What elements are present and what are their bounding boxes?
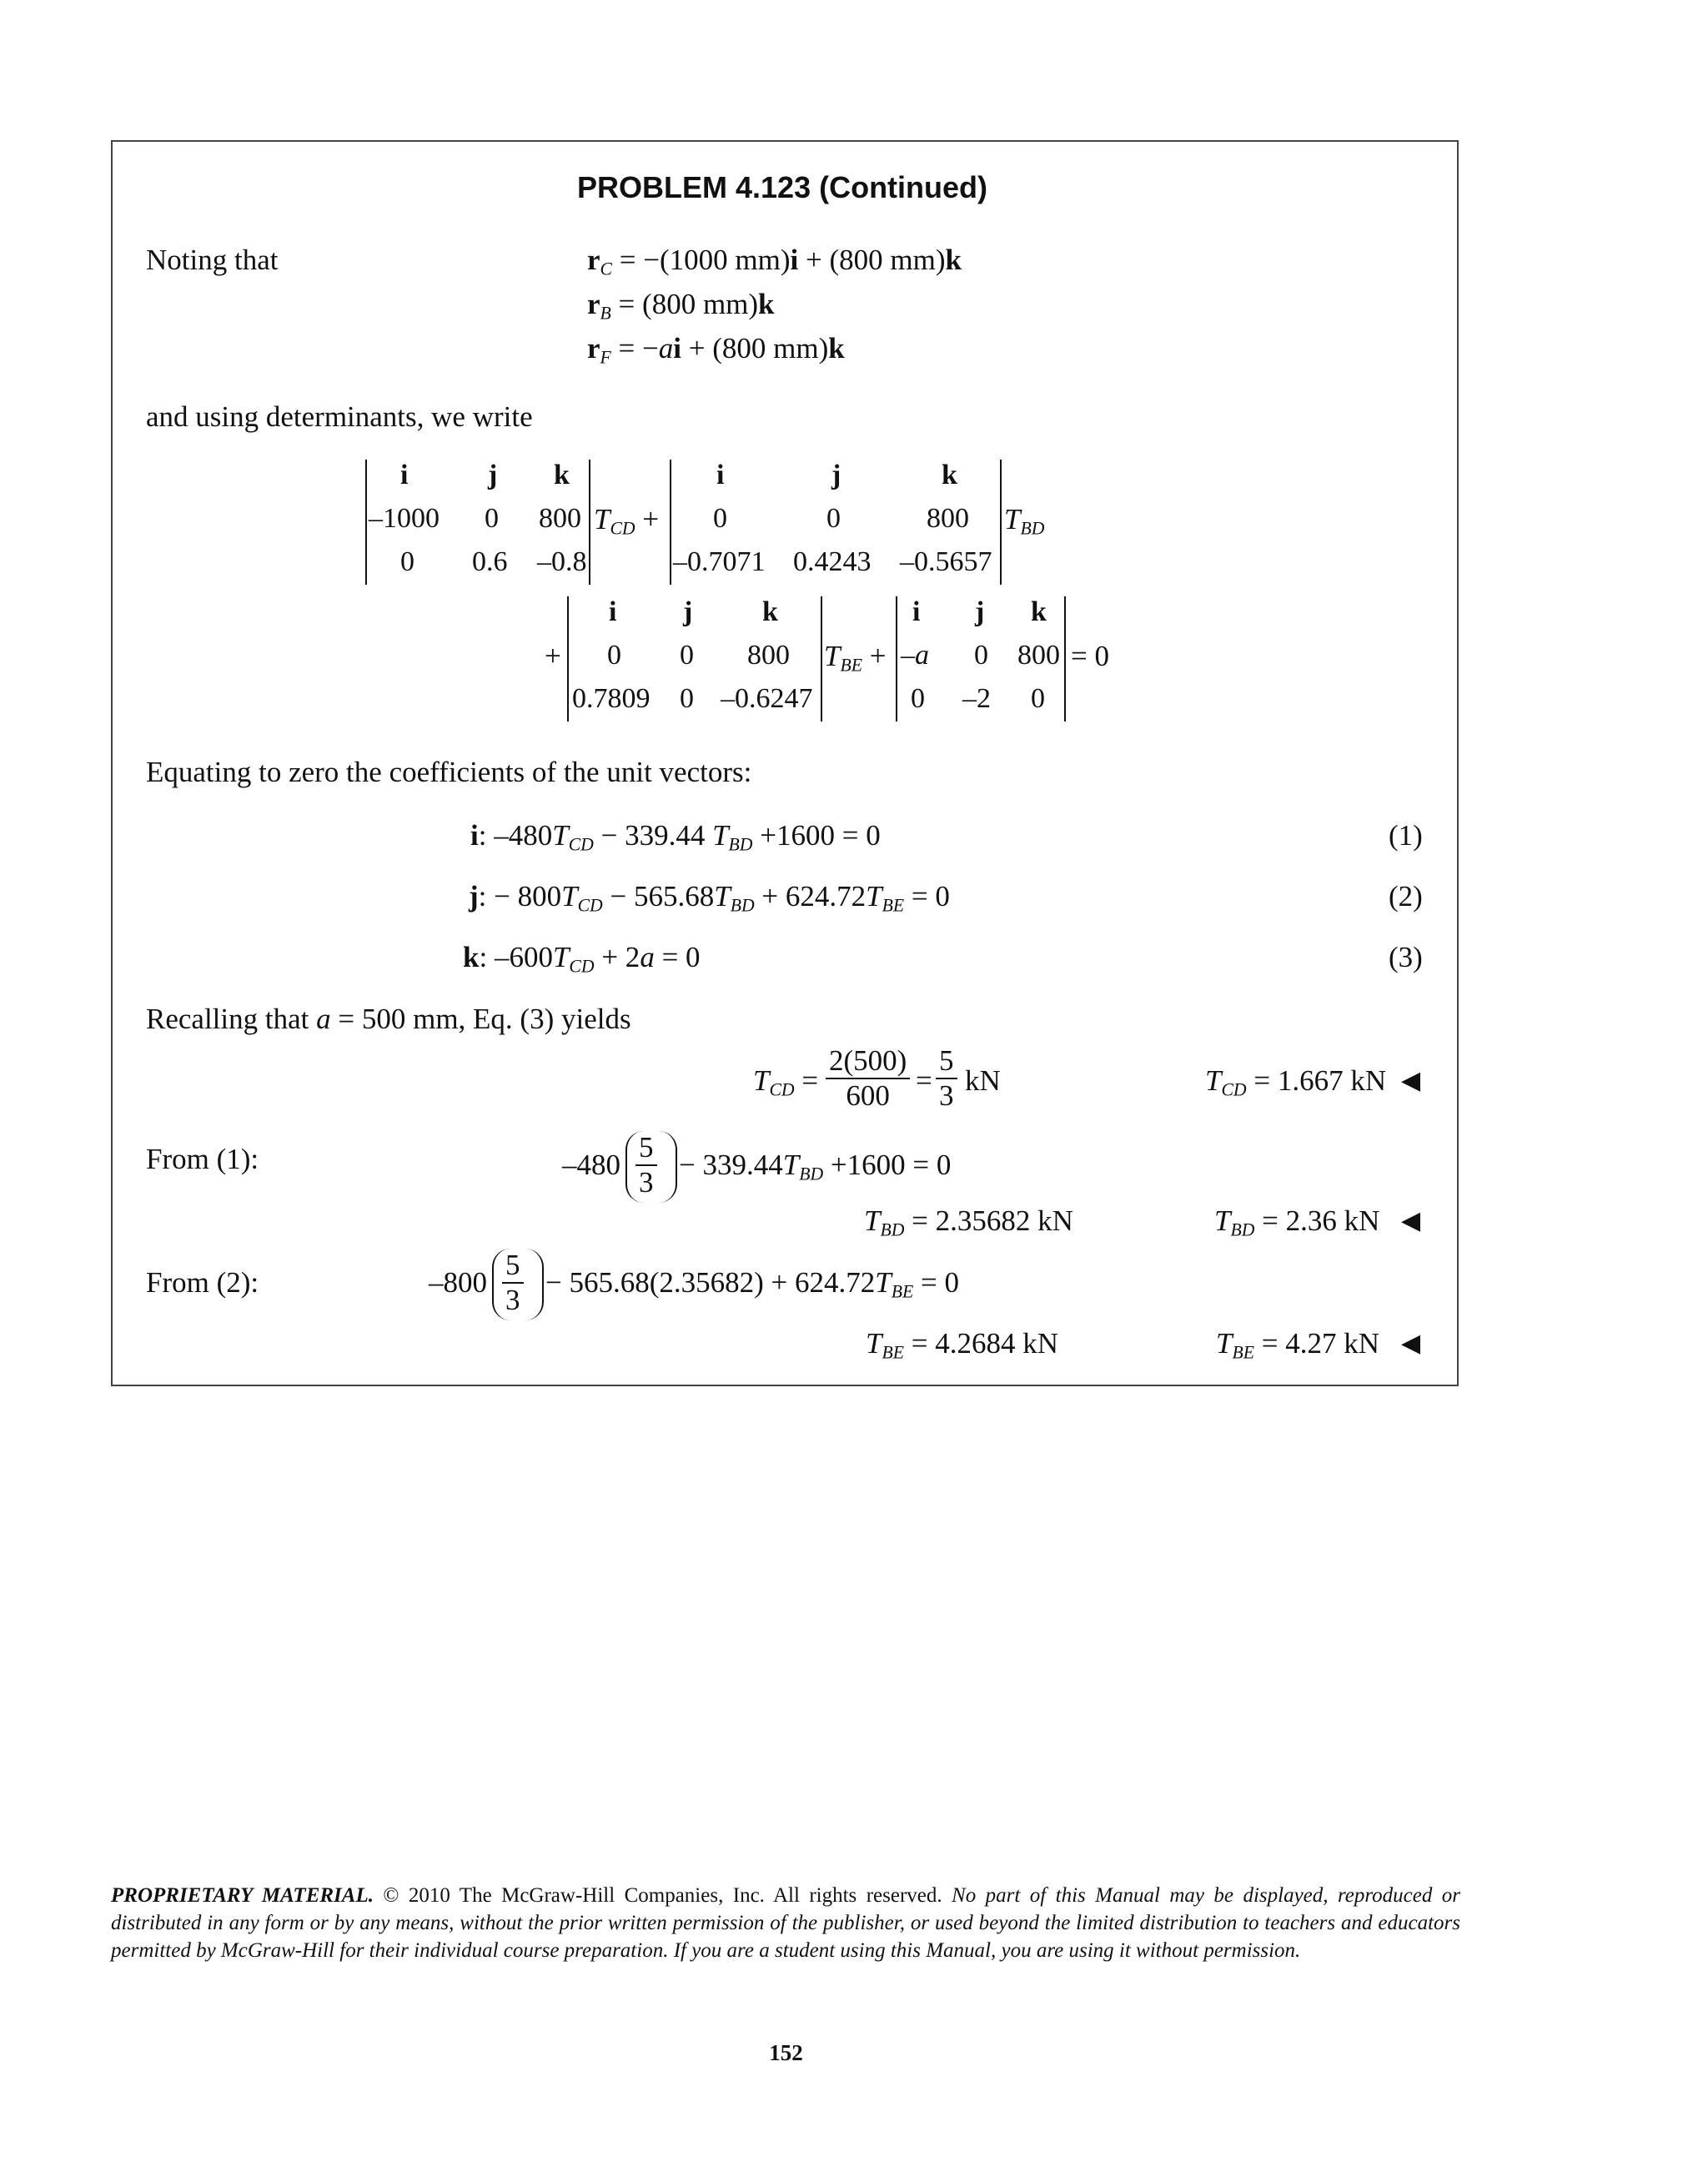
determinant-2: i j k 0 0 800 –0.7071 0.4243 –0.5657 xyxy=(670,460,1002,585)
page-number: 152 xyxy=(769,2040,803,2065)
from-1-label: From (1): xyxy=(146,1143,259,1175)
fraction-5-over-3-from1: $\frac{5}{3}$ xyxy=(635,1131,657,1199)
from2-coef: –800 xyxy=(429,1266,487,1299)
determinant-4: i j k –a 0 800 0 –2 0 xyxy=(896,596,1066,721)
rc-equation: $r_C = -(1000$ mm)i + (800 mm)k xyxy=(587,244,962,279)
equation-2: j: − $800T_{CD} - 565.68T_{BD} + 624.72T_{BE} = 0$ xyxy=(469,880,950,916)
equals-sign: = xyxy=(916,1064,932,1097)
recalling-text: Recalling that a = 500 mm, Eq. (3) yields xyxy=(146,1003,631,1035)
rf-equation: $r_F = -ai + (800$ mm)k xyxy=(587,332,845,368)
tbd-value: $T_{BD} = 2.35682$ kN xyxy=(864,1204,1073,1240)
determinants-intro: and using determinants, we write xyxy=(146,400,533,433)
plus-sign: + xyxy=(545,640,561,672)
tbd-answer: $T_{BD} = 2.36$ kN xyxy=(1214,1204,1380,1240)
equation-2-number: (2) xyxy=(1389,880,1423,913)
copyright-footer: PROPRIETARY MATERIAL. © 2010 The McGraw-Hill Companies, Inc. All rights reserved. No part of this Manual may be displayed, reproduced or distributed in any form or by any means, without the prior written permission of the publisher, or used beyond the limited distribution to teachers and educators permitted by McGraw-Hill for their individual course preparation. If you are a student using this Manual, you are using it without permission. xyxy=(111,1884,1460,1962)
answer-marker-icon: ◀ xyxy=(1401,1206,1421,1235)
kn-unit: kN xyxy=(965,1064,1001,1097)
rb-equation: $r_B = (800$ mm)k xyxy=(587,288,775,324)
page-title: PROBLEM 4.123 (Continued) xyxy=(577,170,988,204)
equation-3-number: (3) xyxy=(1389,941,1423,973)
tbe-value: $T_{BE} = 4.2684$ kN xyxy=(866,1327,1058,1363)
from1-coef: –480 xyxy=(562,1149,620,1181)
determinant-3: i j k 0 0 800 0.7809 0 –0.6247 xyxy=(567,596,822,721)
equation-3: k: $-600T_{CD} + 2a = 0$ xyxy=(463,941,701,977)
noting-that-label: Noting that xyxy=(146,244,279,276)
tbe-factor: $T_{BE}$ + xyxy=(824,640,887,676)
equation-1-number: (1) xyxy=(1389,819,1423,852)
fraction-5-over-3: $\frac{5}{3}$ xyxy=(936,1044,957,1113)
from-2-label: From (2): xyxy=(146,1266,259,1299)
equating-text: Equating to zero the coefficients of the unit vectors: xyxy=(146,756,752,788)
answer-marker-icon: ◀ xyxy=(1401,1329,1421,1358)
answer-marker-icon: ◀ xyxy=(1401,1066,1421,1095)
equation-1: i: $-480T_{CD} - 339.44$ $T_{BD} +1600 = 0$ xyxy=(470,819,881,855)
tcd-answer: $T_{CD} = 1.667$ kN xyxy=(1205,1064,1387,1100)
tbd-factor: $T_{BD}$ xyxy=(1004,503,1045,539)
tbe-answer: $T_{BE} = 4.27$ kN xyxy=(1216,1327,1379,1363)
from1-equation: − $339.44T_{BD} +1600 = 0$ xyxy=(679,1149,952,1184)
from2-equation: − $565.68(2.35682) + 624.72T_{BE} = 0$ xyxy=(545,1266,960,1302)
fraction-2x500-over-600: $\frac{2(500)}{600}$ xyxy=(826,1044,910,1113)
tcd-label: $T_{CD}$ = xyxy=(753,1064,819,1100)
determinant-1: i j k –1000 0 800 0 0.6 –0.8 xyxy=(365,460,590,585)
tcd-factor: $T_{CD}$ + xyxy=(594,503,660,539)
fraction-5-over-3-from2: $\frac{5}{3}$ xyxy=(502,1249,524,1317)
equals-zero: = 0 xyxy=(1071,640,1109,672)
